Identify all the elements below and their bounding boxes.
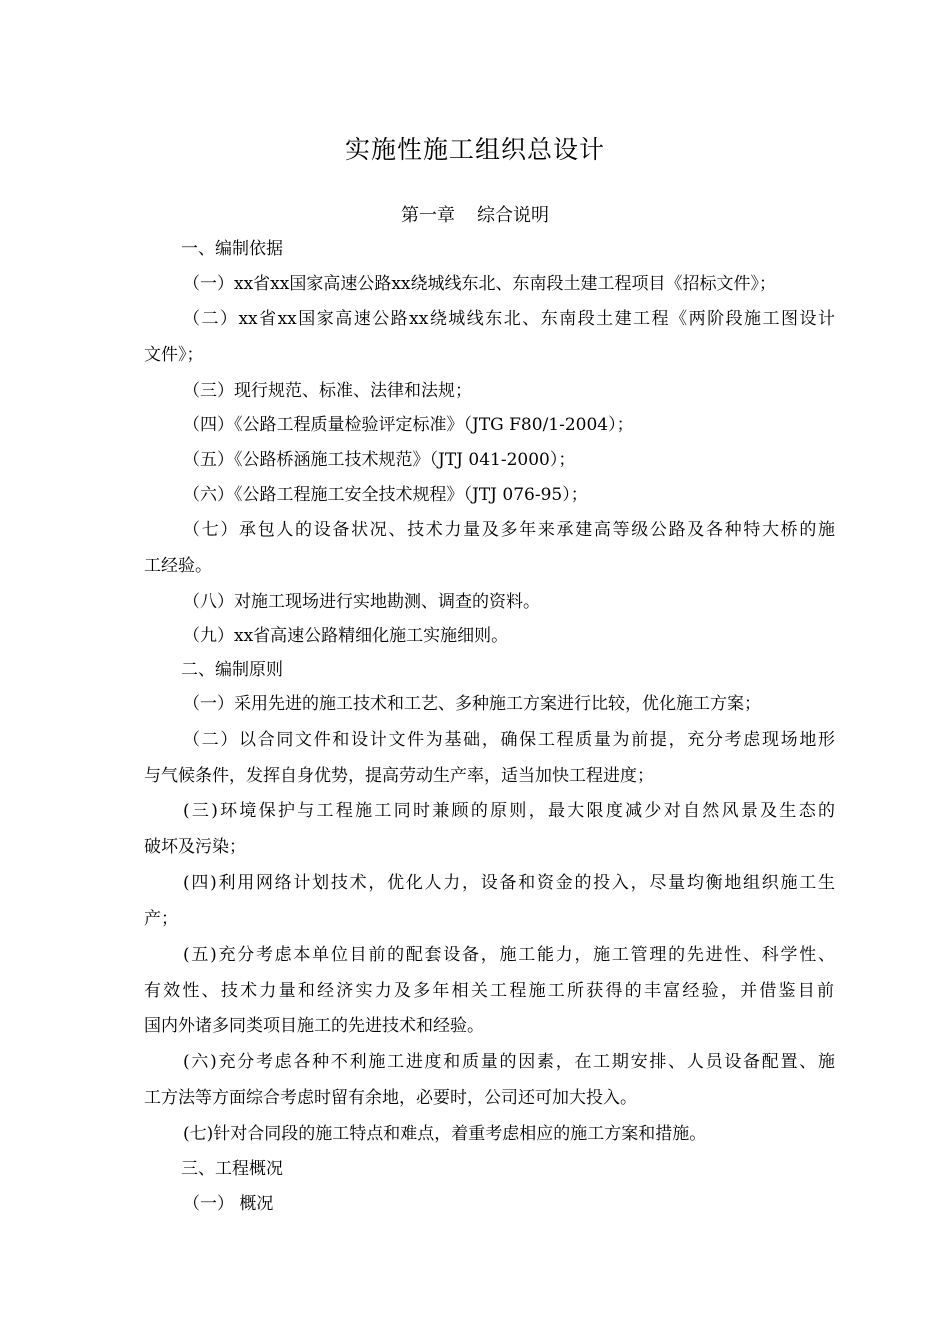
list-item: (七)针对合同段的施工特点和难点，着重考虑相应的施工方案和措施。 bbox=[183, 1124, 707, 1144]
list-item: （二）xx省xx国家高速公路xx绕城线东北、东南段土建工程《两阶段施工图设计 bbox=[183, 309, 835, 329]
section-heading: 一、编制依据 bbox=[181, 239, 283, 259]
document-title: 实施性施工组织总设计 bbox=[344, 135, 605, 164]
list-item: (三)环境保护与工程施工同时兼顾的原则，最大限度减少对自然风景及生态的 bbox=[183, 801, 835, 821]
list-item: （二）以合同文件和设计文件为基础，确保工程质量为前提，充分考虑现场地形 bbox=[183, 730, 835, 750]
section-heading: 二、编制原则 bbox=[181, 660, 283, 680]
list-item: （一）采用先进的施工技术和工艺、多种施工方案进行比较，优化施工方案； bbox=[183, 694, 761, 714]
list-item-continuation: 工经验。 bbox=[144, 556, 212, 576]
list-item: (四)利用网络计划技术，优化人力，设备和资金的投入，尽量均衡地组织施工生 bbox=[183, 873, 835, 893]
list-item: （四）《公路工程质量检验评定标准》（JTG F80/1-2004）； bbox=[183, 415, 634, 435]
subsection-heading: （一） 概况 bbox=[183, 1194, 274, 1214]
list-item-continuation: 文件》； bbox=[144, 345, 204, 365]
list-item: （一）xx省xx国家高速公路xx绕城线东北、东南段土建工程项目《招标文件》； bbox=[183, 274, 777, 294]
list-item-continuation: 工方法等方面综合考虑时留有余地，必要时，公司还可加大投入。 bbox=[144, 1088, 637, 1108]
list-item-continuation: 有效性、技术力量和经济实力及多年相关工程施工所获得的丰富经验，并借鉴目前 bbox=[144, 981, 834, 1001]
chapter-heading bbox=[0, 202, 950, 230]
list-item: （九）xx省高速公路精细化施工实施细则。 bbox=[183, 626, 509, 646]
list-item: （六）《公路工程施工安全技术规程》（JTJ 076-95）； bbox=[183, 485, 588, 505]
list-item-continuation: 破坏及污染； bbox=[144, 837, 246, 857]
list-item: (五)充分考虑本单位目前的配套设备，施工能力，施工管理的先进性、科学性、 bbox=[183, 945, 835, 965]
list-item-continuation: 产； bbox=[144, 909, 178, 929]
list-item-continuation: 国内外诸多同类项目施工的先进技术和经验。 bbox=[144, 1016, 484, 1036]
list-item-continuation: 与气候条件，发挥自身优势，提高劳动生产率，适当加快工程进度； bbox=[144, 766, 654, 786]
list-item: (六)充分考虑各种不利施工进度和质量的因素，在工期安排、人员设备配置、施 bbox=[183, 1052, 835, 1072]
list-item: （七）承包人的设备状况、技术力量及多年来承建高等级公路及各种特大桥的施 bbox=[183, 520, 835, 540]
chapter-number: 第一章 bbox=[401, 205, 455, 226]
list-item: （三）现行规范、标准、法律和法规； bbox=[183, 381, 472, 401]
chapter-title: 综合说明 bbox=[477, 205, 549, 226]
list-item: （五）《公路桥涵施工技术规范》（JTJ 041-2000）； bbox=[183, 450, 576, 470]
list-item: （八）对施工现场进行实地勘测、调查的资料。 bbox=[183, 592, 540, 612]
section-heading: 三、工程概况 bbox=[181, 1159, 283, 1179]
